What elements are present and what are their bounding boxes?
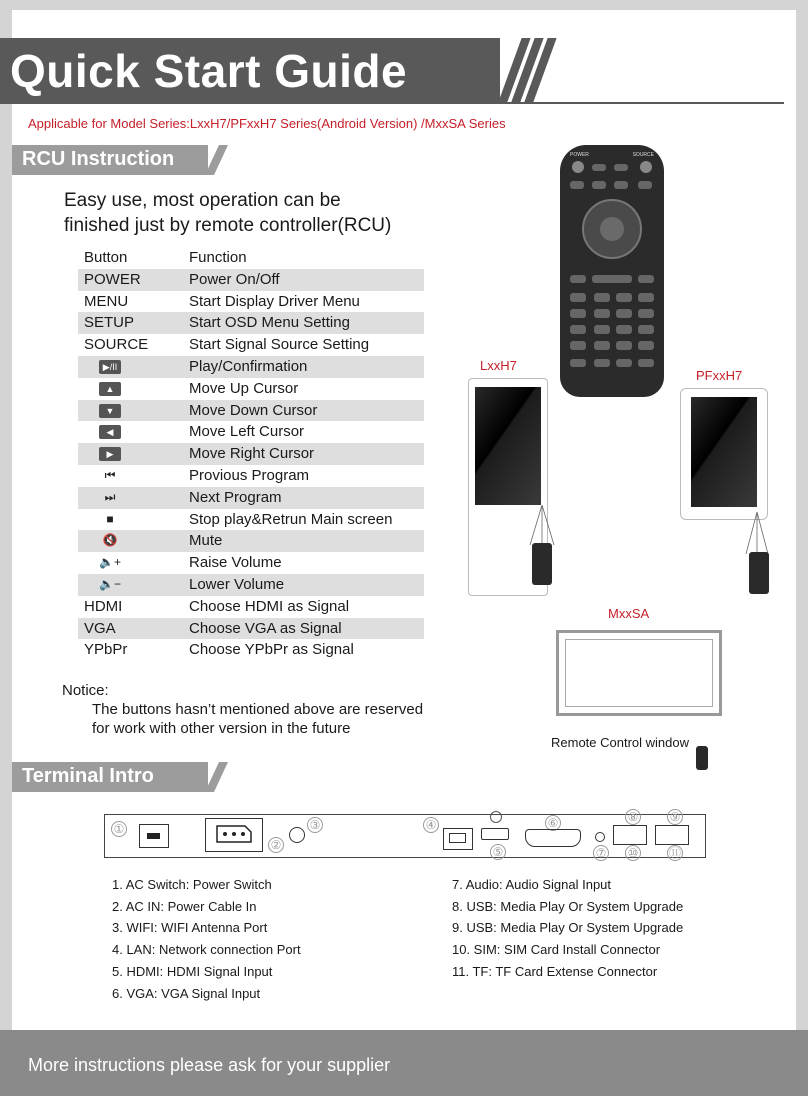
list-item: 1. AC Switch: Power Switch [112,877,272,892]
list-item: 10. SIM: SIM Card Install Connector [452,942,661,958]
button-function: Start OSD Menu Setting [189,314,350,332]
rcu-section-title: RCU Instruction [22,148,175,170]
table-row [78,312,424,334]
button-function: Move Left Cursor [189,423,305,441]
remote-key [638,275,654,283]
table-row [78,530,424,552]
table-row [78,552,424,574]
ok-button-icon [600,217,624,241]
page-title: Quick Start Guide [10,45,408,97]
list-item: 6. VGA: VGA Signal Input [112,985,261,1001]
terminal-panel-image [104,810,706,860]
previous-icon: ⏮ [104,467,116,482]
button-function: Mute [189,532,223,550]
table-header-row [78,247,424,269]
list-item: 8. USB: Media Play Or System Upgrade [452,898,684,914]
table-row [78,574,424,596]
remote-control-window-label: Remote Control window [551,735,690,750]
table-row [78,269,424,291]
remote-key [638,181,652,189]
table-row [78,596,424,618]
remote-key [614,164,628,171]
notice-line: for work with other version in the future [92,720,351,737]
remote-source-label: SOURCE [632,152,654,158]
col-button-header: Button [84,249,128,266]
lxxh7-label: LxxH7 [480,358,517,373]
button-function: Choose HDMI as Signal [189,597,350,615]
display-screen [691,397,757,507]
remote-key [570,181,584,189]
port-marker: ⑩ [625,845,641,861]
mute-icon: 🔇 [102,533,118,548]
port-marker: ④ [423,817,439,833]
vga-port-icon [525,829,581,847]
remote-key [570,359,586,367]
port-marker: ② [268,837,284,853]
remote-key [594,309,610,318]
power-icon [572,161,584,173]
list-item: 4. LAN: Network connection Port [112,942,301,958]
button-function: Start Signal Source Setting [189,336,370,354]
remote-key [570,275,586,283]
button-function: Move Up Cursor [189,379,299,397]
table-row [78,465,424,487]
remote-signal-lines [744,512,770,554]
button-function: Raise Volume [189,554,282,572]
terminal-section-title: Terminal Intro [22,765,154,787]
button-name: SOURCE [84,336,149,354]
button-function: Move Right Cursor [189,445,315,463]
list-item: 5. HDMI: HDMI Signal Input [112,963,273,979]
table-row [78,639,424,661]
wifi-port-icon [289,827,305,843]
notice-body [92,700,423,738]
audio-marker-dot [490,811,502,823]
remote-key [638,359,654,367]
button-function: Play/Confirmation [189,357,308,375]
remote-signal-lines [528,505,556,545]
button-name: POWER [84,270,141,288]
button-function: Start Display Driver Menu [189,292,360,310]
list-item: 3. WIFI: WIFI Antenna Port [112,920,268,936]
button-function: Provious Program [189,466,310,484]
usb-port-icon [655,825,689,845]
list-item: 7. Audio: Audio Signal Input [452,877,612,892]
table-row [78,378,424,400]
source-icon [640,161,652,173]
volume-down-icon: 🔈− [99,576,121,591]
port-marker: ⑤ [490,844,506,860]
ac-switch-icon [139,824,169,848]
port-marker: ③ [307,817,323,833]
table-row [78,291,424,313]
remote-key [594,341,610,350]
port-marker: ⑨ [667,809,683,825]
up-key-icon: ▲ [92,378,128,400]
remote-key [616,325,632,334]
table-row [78,443,424,465]
remote-key [638,309,654,318]
table-row [78,509,424,531]
remote-key [570,293,586,302]
rcu-intro-line: Easy use, most operation can be [64,190,341,211]
hdmi-port-icon [481,828,509,840]
table-row [78,356,424,378]
button-name: HDMI [84,597,123,615]
remote-key [638,293,654,302]
remote-key [592,275,632,283]
rcu-intro-line: finished just by remote controller(RCU) [64,215,392,236]
port-marker: ① [111,821,127,837]
mini-remote-icon [749,552,769,594]
table-row [78,334,424,356]
display-screen [565,639,713,707]
port-marker: ⑧ [625,809,641,825]
stop-icon: ■ [106,511,114,526]
button-function: Stop play&Retrun Main screen [189,510,393,528]
usb-port-icon [613,825,647,845]
notice-title: Notice: [62,682,109,699]
remote-key [594,359,610,367]
ac-in-icon [205,818,263,852]
model-subtitle: Applicable for Model Series:LxxH7/PFxxH7 Series(Android Version) /MxxSA Series [28,116,506,131]
table-row [78,618,424,640]
left-key-icon: ◀ [92,421,128,443]
remote-key [570,325,586,334]
button-function: Next Program [189,488,282,506]
list-item: 11. TF: TF Card Extense Connector [452,963,658,979]
table-row [78,421,424,443]
remote-key [614,181,628,189]
down-key-icon: ▼ [92,400,128,422]
volume-up-icon: 🔈+ [99,555,121,570]
notice-line: The buttons hasn’t mentioned above are reserved [92,701,424,718]
remote-key [616,309,632,318]
mxxsa-label: MxxSA [608,606,650,621]
button-function: Choose VGA as Signal [189,619,342,637]
list-item: 2. AC IN: Power Cable In [112,898,257,914]
button-name: SETUP [84,314,135,332]
remote-key [616,341,632,350]
port-marker: ⑥ [545,815,561,831]
play-pause-key-icon: ▶/II [92,356,128,378]
remote-key [616,359,632,367]
remote-key [592,181,606,189]
button-name: VGA [84,619,116,637]
remote-key [570,341,586,350]
remote-key [570,309,586,318]
mini-remote-icon [532,543,552,585]
remote-control-image [560,145,664,397]
port-list-left [112,874,301,1004]
port-list-right [452,874,683,983]
remote-key [638,325,654,334]
lan-port-icon [443,828,473,850]
remote-key [638,341,654,350]
next-icon: ⏭ [104,489,116,504]
button-function: Choose YPbPr as Signal [189,641,354,659]
remote-key [594,325,610,334]
remote-power-label: POWER [570,152,589,158]
button-function: Power On/Off [189,270,280,288]
pfxxh7-label: PFxxH7 [696,368,743,383]
mini-remote-icon [696,746,708,770]
button-name: YPbPr [84,641,128,659]
table-row [78,400,424,422]
title-underline [0,102,784,104]
col-function-header: Function [189,249,247,266]
button-function: Lower Volume [189,575,285,593]
remote-key [594,293,610,302]
port-marker: ⑪ [668,846,681,860]
table-row [78,487,424,509]
rcu-intro [64,188,391,238]
pfxxh7-display-image [680,388,768,520]
audio-port-icon [595,832,605,842]
remote-key [616,293,632,302]
display-screen [475,387,541,505]
button-name: MENU [84,292,129,310]
rcu-table [78,247,424,661]
list-item: 9. USB: Media Play Or System Upgrade [452,920,684,936]
port-marker: ⑦ [593,845,609,861]
mxxsa-display-image [556,630,722,716]
button-function: Move Down Cursor [189,401,318,419]
right-key-icon: ▶ [92,443,128,465]
footer-text: More instructions please ask for your supplier [28,1055,391,1075]
remote-key [592,164,606,171]
